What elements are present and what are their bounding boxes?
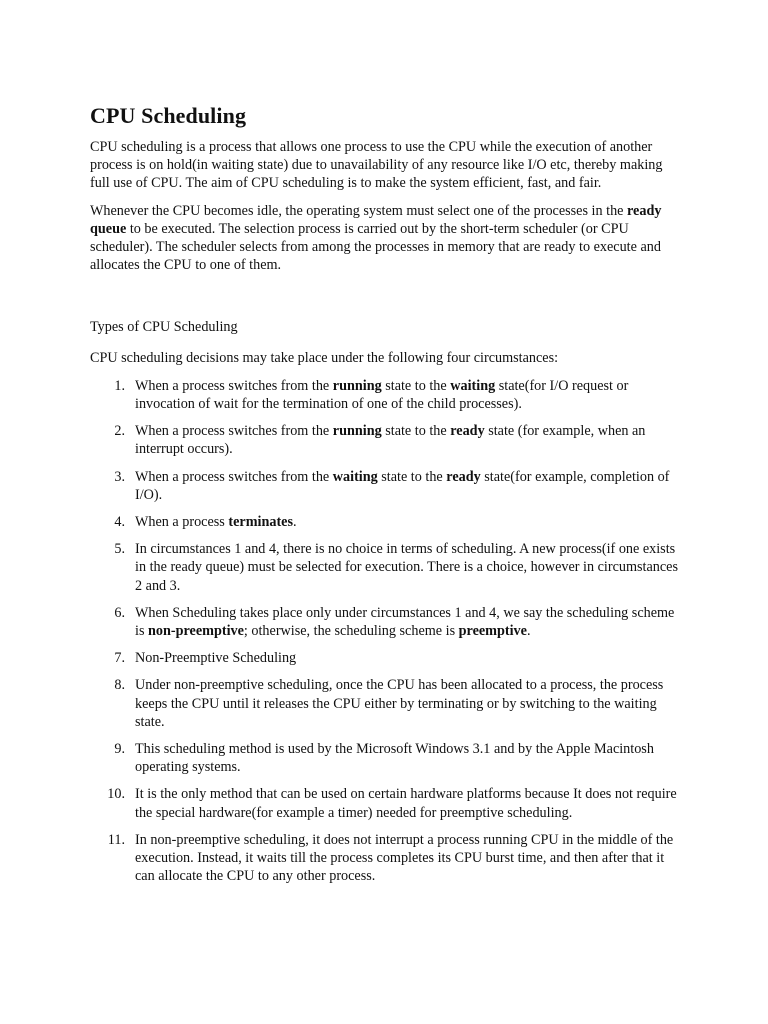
list-bold: ready [450,423,485,440]
list-item-number: 2. [114,423,125,440]
list-item [90,831,684,886]
list-item-number: 10. [107,786,125,803]
intro-paragraph-1: CPU scheduling is a process that allows one process to use the CPU while the execution of another process is on hold(in waiting state) due to unavailability of any resource like I/O etc, thereby making full use of CPU. The aim of CPU scheduling is to make the system efficient, fast, and fair. [90,139,663,192]
list-text: state(for example, completion of I/O). [135,468,670,503]
list-bold: waiting [332,468,378,485]
list-text: state(for I/O request or invocation of wait for the termination of one of the child processes). [135,377,629,413]
list-text: When Scheduling takes place only under circumstances 1 and 4, we say the scheduling scheme is [135,604,675,640]
list-item [90,468,684,504]
list-text: state to the [381,377,451,394]
list-bold: running [332,377,382,394]
list-bold: running [332,423,382,440]
list-item-number: 1. [114,377,125,394]
list-item-number: 4. [114,514,125,531]
list-item [90,513,684,531]
document-page [90,102,684,895]
list-item [90,785,684,821]
list-text: Non-Preemptive Scheduling [135,650,297,667]
list-text: When a process switches from the [135,468,333,485]
list-item-number: 11. [107,831,125,848]
list-item [90,422,684,458]
list-text: When a process [135,514,229,531]
list-item [90,676,684,731]
list-text: Under non-preemptive scheduling, once the CPU has been allocated to a process, the process keeps the CPU until it releases the CPU either by terminating or by switching to the waiting state. [135,677,664,730]
list-text: . [292,514,297,531]
list-item-number: 3. [114,468,125,485]
list-text: In non-preemptive scheduling, it does not interrupt a process running CPU in the middle of the execution. Instead, it waits till the process completes its CPU burst time, and then after that it can allocate the CPU to any other process. [135,831,674,885]
list-text: state to the [377,468,447,485]
list-item [90,604,684,640]
list-text: When a process switches from the [135,377,333,394]
list-item-number: 5. [114,541,125,558]
decisions-paragraph: CPU scheduling decisions may take place under the following four circumstances: [90,349,559,366]
list-item [90,649,684,667]
list-bold: waiting [450,377,496,394]
list-item [90,540,684,595]
list-item-number: 6. [114,604,125,621]
list-text: . [526,623,531,640]
list-item-number: 9. [114,741,125,758]
list-bold: ready [446,468,481,485]
list-item [90,740,684,776]
circumstances-list [90,377,684,886]
list-text: state to the [381,423,451,440]
intro-paragraph-2 [90,202,684,275]
list-bold: terminates [228,514,293,531]
list-text: ; otherwise, the scheduling scheme is [243,623,459,640]
intro2-text: to be executed. The selection process is carried out by the short-term scheduler (or CPU scheduler). The scheduler selects from among the processes in memory that are ready to execute and allocates the CPU to one of them. [90,220,661,274]
intro2-text: Whenever the CPU becomes idle, the operating system must select one of the processes in the [90,202,628,219]
section-heading-types: Types of CPU Scheduling [90,319,238,336]
list-text: It is the only method that can be used on certain hardware platforms because It does not require the special hardware(for example a timer) needed for preemptive scheduling. [135,786,677,821]
list-text: When a process switches from the [135,423,333,440]
intro2-bold: ready queue [90,202,662,237]
list-text: This scheduling method is used by the Microsoft Windows 3.1 and by the Apple Macintosh operating systems. [135,741,654,776]
list-bold: non-preemptive [148,623,244,640]
list-text: In circumstances 1 and 4, there is no choice in terms of scheduling. A new process(if one exists in the ready queue) must be selected for execution. There is a choice, however in circumstances 2 and 3. [135,541,678,594]
list-item-number: 7. [114,650,125,667]
list-bold: preemptive [458,623,527,640]
list-item [90,377,684,413]
list-text: state (for example, when an interrupt occurs). [135,423,646,458]
page-title: CPU Scheduling [90,103,247,128]
list-item-number: 8. [114,677,125,694]
